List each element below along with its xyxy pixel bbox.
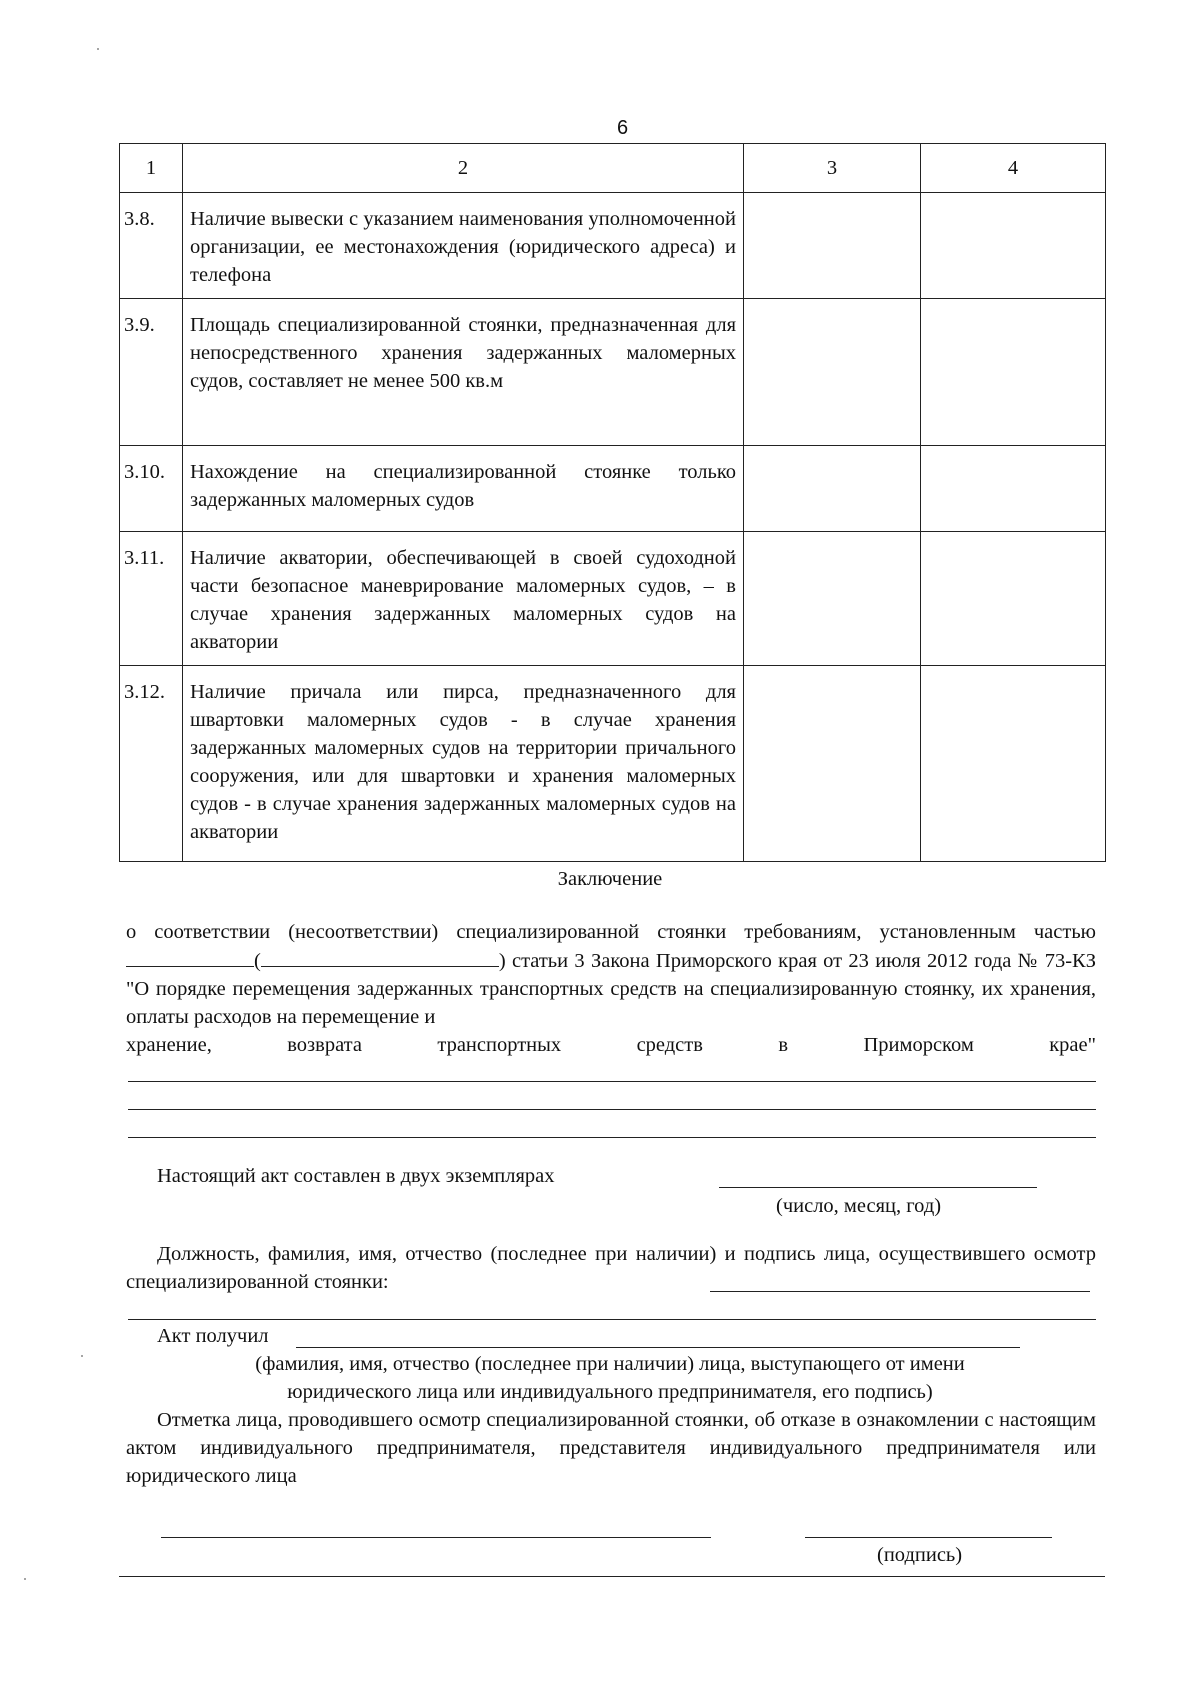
refusal-note-blank[interactable] <box>161 1537 711 1538</box>
inspector-signature-line[interactable] <box>128 1319 1096 1320</box>
conclusion-part2: статьи 3 Закона Приморского края от 23 июля 2012 года № 73-КЗ "О порядке перемещения задержанных транспортных средств на специализированную стоянку, их хранения, оплаты расходов на перемещение и <box>126 950 1097 1028</box>
page-number: 6 <box>616 117 629 139</box>
conclusion-text <box>126 918 1096 1059</box>
conclusion-title: Заключение <box>557 868 663 890</box>
row-number: 3.9. <box>120 299 183 446</box>
criteria-table <box>119 143 1106 862</box>
inspector-text: Должность, фамилия, имя, отчество (последнее при наличии) и подпись лица, осуществившего осмотр специализированной стоянки: <box>126 1243 1096 1293</box>
receiver-blank[interactable] <box>296 1347 1020 1348</box>
date-hint: (число, месяц, год) <box>776 1195 942 1217</box>
column-header-2: 2 <box>183 144 744 193</box>
row-number: 3.12. <box>120 666 183 862</box>
table-row <box>120 532 1106 666</box>
date-blank[interactable] <box>719 1187 1037 1188</box>
row-text: Наличие причала или пирса, предназначенного для швартовки маломерных судов - в случае хранения задержанных маломерных судов на территории причального сооружения, или для швартовки и хранения маломерных судов - в случае хранения задержанных маломерных судов на акватории <box>183 666 744 862</box>
scan-speck <box>24 1578 26 1580</box>
table-row <box>120 446 1106 532</box>
row-number: 3.8. <box>120 193 183 299</box>
conclusion-part1: о соответствии (несоответствии) специализированной стоянки требованиям, установленным частью <box>126 921 1096 943</box>
inspector-name-blank[interactable] <box>710 1291 1090 1292</box>
receiver-label: Акт получил <box>157 1325 269 1347</box>
row-cell-3 <box>744 446 921 532</box>
row-text: Наличие вывески с указанием наименования уполномоченной организации, ее местонахождения (юридического адреса) и телефона <box>183 193 744 299</box>
table-row <box>120 193 1106 299</box>
row-cell-3 <box>744 532 921 666</box>
row-text: Площадь специализированной стоянки, предназначенная для непосредственного хранения задержанных маломерных судов, составляет не менее 500 кв.м <box>183 299 744 446</box>
conclusion-line-3[interactable] <box>128 1137 1096 1138</box>
column-header-1: 1 <box>120 144 183 193</box>
refusal-text: Отметка лица, проводившего осмотр специализированной стоянки, об отказе в ознакомлении с настоящим актом индивидуального предпринимателя, представителя индивидуального предпринимателя или юридического лица <box>126 1409 1096 1487</box>
copies-statement: Настоящий акт составлен в двух экземплярах <box>157 1165 555 1187</box>
row-cell-4 <box>921 666 1106 862</box>
row-cell-4 <box>921 446 1106 532</box>
column-header-4: 4 <box>921 144 1106 193</box>
paren-open: ( <box>254 950 261 972</box>
row-cell-4 <box>921 193 1106 299</box>
conclusion-part3: хранение, возврата транспортных средств в Приморском крае" <box>126 1034 1096 1056</box>
scan-speck <box>97 48 99 50</box>
signature-hint: (подпись) <box>877 1544 963 1566</box>
article-part-words-blank[interactable] <box>261 946 499 967</box>
row-text: Наличие акватории, обеспечивающей в своей судоходной части безопасное маневрирование маломерных судов, – в случае хранения задержанных маломерных судов на акватории <box>183 532 744 666</box>
row-cell-4 <box>921 299 1106 446</box>
row-text: Нахождение на специализированной стоянке только задержанных маломерных судов <box>183 446 744 532</box>
row-number: 3.11. <box>120 532 183 666</box>
table-header-row <box>120 144 1106 193</box>
row-cell-4 <box>921 532 1106 666</box>
table-row <box>120 299 1106 446</box>
row-cell-3 <box>744 299 921 446</box>
receiver-hint-line1: (фамилия, имя, отчество (последнее при наличии) лица, выступающего от имени <box>255 1353 965 1375</box>
conclusion-line-1[interactable] <box>128 1081 1096 1082</box>
refusal-note <box>126 1406 1096 1490</box>
row-cell-3 <box>744 193 921 299</box>
inspector-statement <box>126 1240 1096 1296</box>
paren-close: ) <box>498 950 506 972</box>
conclusion-line-2[interactable] <box>128 1109 1096 1110</box>
column-header-3: 3 <box>744 144 921 193</box>
scan-speck <box>81 1355 83 1357</box>
receiver-hint-line2: юридического лица или индивидуального предпринимателя, его подпись) <box>287 1381 933 1403</box>
bottom-rule <box>119 1576 1105 1577</box>
table-row <box>120 666 1106 862</box>
article-part-blank[interactable] <box>126 946 254 967</box>
row-number: 3.10. <box>120 446 183 532</box>
signature-blank[interactable] <box>805 1537 1052 1538</box>
row-cell-3 <box>744 666 921 862</box>
